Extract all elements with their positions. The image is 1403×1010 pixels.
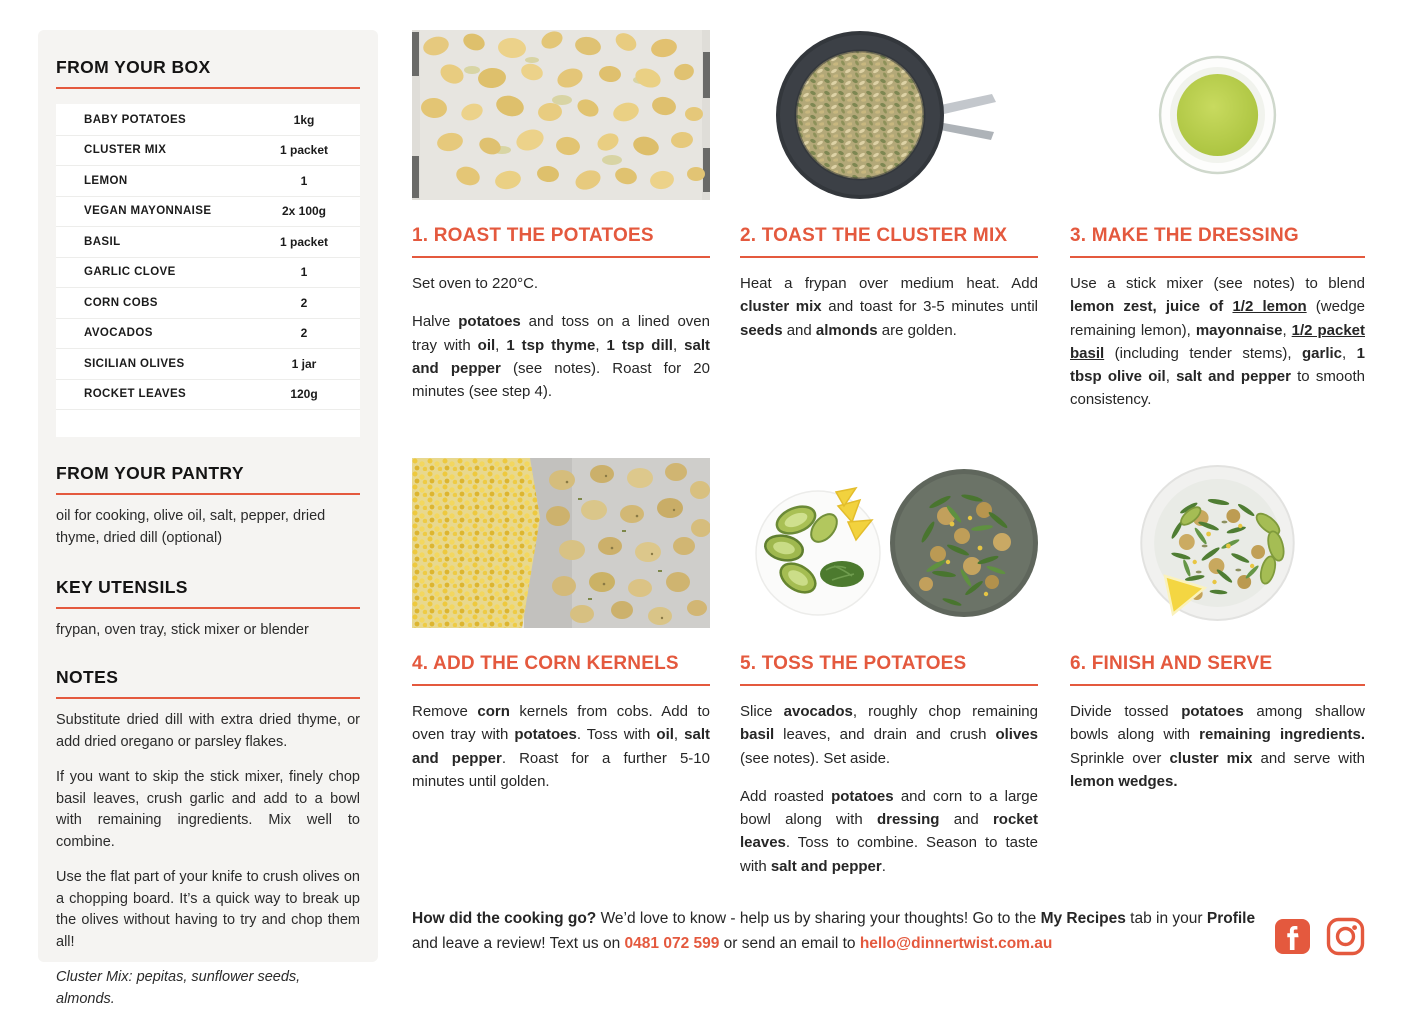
photo-avocado-plate-and-bowl [740,458,1038,628]
step-4-title: 4. ADD THE CORN KERNELS [412,653,679,674]
step-1-paragraph-1: Set oven to 220°C. [412,275,539,292]
ingredient-name: AVOCADOS [84,327,153,340]
ingredient-name: SICILIAN OLIVES [84,357,185,370]
toss-potatoes-image [740,458,1038,628]
footer-message: How did the cooking go? We’d love to know - help us by sharing your thoughts! Go to the My Recipes tab in your Profile and leave a review! Text us on 0481 072 599 or send an email to hello@dinnertwist.com.au [412,910,1256,952]
step-6-paragraph-1: Divide tossed potatoes among shallow bowls along with remaining ingredients. Sprinkle over cluster mix and serve with lemon wedges. [1070,703,1365,790]
notes-rule [56,697,360,699]
sidebar [38,30,378,1007]
ingredient-qty: 2 [300,326,308,341]
notes-title: NOTES [56,667,119,688]
step-1-rule [412,256,710,258]
ingredient-qty: 1 [300,265,308,280]
roasted-potatoes-image [412,30,710,200]
step-4-section [412,458,710,808]
pantry-text: oil for cooking, olive oil, salt, pepper, dried thyme, dried dill (optional) [56,508,326,546]
ingredient-qty: 2 [300,295,308,310]
dressing-image [1070,30,1365,200]
step-2-paragraph-1: Heat a frypan over medium heat. Add cluster mix and toast for 3-5 minutes until seeds and almonds are golden. [740,275,1038,339]
ingredient-name: GARLIC CLOVE [84,266,176,279]
cluster-mix-footnote: Cluster Mix: pepitas, sunflower seeds, almonds. [56,968,301,1007]
social-icons [1275,916,1366,957]
photo-green-dressing [1070,30,1365,200]
step-2-section [740,30,1038,357]
step-1-section [412,30,710,418]
step-3-title: 3. MAKE THE DRESSING [1070,225,1299,246]
photo-corn-and-potatoes-tray [412,458,710,628]
step-6-title: 6. FINISH AND SERVE [1070,653,1273,674]
ingredient-name: ROCKET LEAVES [84,388,187,401]
key-utensils-title: KEY UTENSILS [56,576,188,597]
step-1-paragraph-2: Halve potatoes and toss on a lined oven tray with oil, 1 tsp thyme, 1 tsp dill, salt and pepper (see notes). Roast for 20 minutes (see step 4). [412,313,710,400]
table-row [56,380,360,411]
cluster-mix-image [740,30,1038,200]
ingredient-qty: 2x 100g [281,204,327,219]
step-5-section [740,458,1038,893]
ingredient-name: BASIL [84,235,121,248]
ingredient-name: LEMON [84,174,128,187]
photo-finished-bowl [1070,458,1365,628]
from-your-box-rule [56,87,360,89]
ingredient-name: BABY POTATOES [84,113,187,126]
step-1-title: 1. ROAST THE POTATOES [412,225,654,246]
step-5-paragraph-1: Slice avocados, roughly chop remaining basil leaves, and drain and crush olives (see notes). Set aside. [740,703,1038,767]
step-5-rule [740,684,1038,686]
table-row [56,136,360,167]
ingredient-name: CLUSTER MIX [84,144,167,157]
table-row [56,105,360,136]
from-your-box-title: FROM YOUR BOX [56,57,211,77]
step-3-paragraph-1: Use a stick mixer (see notes) to blend lemon zest, juice of 1/2 lemon (wedge remaining lemon), mayonnaise, 1/2 packet basil (including tender stems), garlic, 1 tbsp olive oil, salt and pepper to smooth consistency. [1070,275,1366,409]
note-paragraph: If you want to skip the stick mixer, finely chop basil leaves, crush garlic and add to a bowl with remaining ingredients. Mix well to combine. [56,768,360,850]
table-row [56,227,360,258]
step-2-rule [740,256,1038,258]
step-2-title: 2. TOAST THE CLUSTER MIX [740,225,1008,246]
table-row [56,258,360,289]
ingredient-qty: 1 packet [279,234,329,249]
ingredient-qty: 1kg [293,112,315,127]
step-6-rule [1070,684,1365,686]
step-4-paragraph-1: Remove corn kernels from cobs. Add to oven tray with potatoes. Toss with oil, salt and pepper. Roast for a further 5-10 minutes until golden. [412,703,710,790]
facebook-icon[interactable] [1275,919,1310,954]
finish-serve-image [1070,458,1365,628]
utensils-rule [56,607,360,609]
step-3-rule [1070,256,1365,258]
ingredient-qty: 1 jar [291,356,317,371]
step-6-section [1070,458,1365,808]
step-4-rule [412,684,710,686]
ingredient-qty: 1 packet [279,143,329,158]
ingredient-qty: 120g [290,387,318,402]
step-5-title: 5. TOSS THE POTATOES [740,653,967,674]
instagram-icon[interactable] [1325,916,1366,957]
note-paragraph: Use the flat part of your knife to crush olives on a chopping board. It’s a quick way to break up the olives without having to try and chop them all! [56,868,360,950]
ingredient-name: CORN COBS [84,296,158,309]
ingredients-table [56,104,360,437]
step-5-paragraph-2: Add roasted potatoes and corn to a large bowl along with dressing and rocket leaves. Toss to combine. Season to taste with salt and pepper. [740,787,1038,875]
photo-roasted-potatoes [412,30,710,200]
from-your-pantry-title: FROM YOUR PANTRY [56,463,244,483]
table-row [56,197,360,228]
ingredient-qty: 1 [300,173,308,188]
table-row [56,319,360,350]
note-paragraph: Substitute dried dill with extra dried thyme, or add dried oregano or parsley flakes. [56,712,360,750]
step-3-section [1070,30,1365,427]
ingredient-name: VEGAN MAYONNAISE [84,205,212,218]
pantry-rule [56,493,360,495]
utensils-text: frypan, oven tray, stick mixer or blender [56,621,309,638]
table-row [56,349,360,380]
notes-body [56,710,360,1010]
table-row [56,166,360,197]
table-row [56,288,360,319]
corn-kernels-image [412,458,710,628]
photo-cluster-mix-frypan [740,30,1038,200]
